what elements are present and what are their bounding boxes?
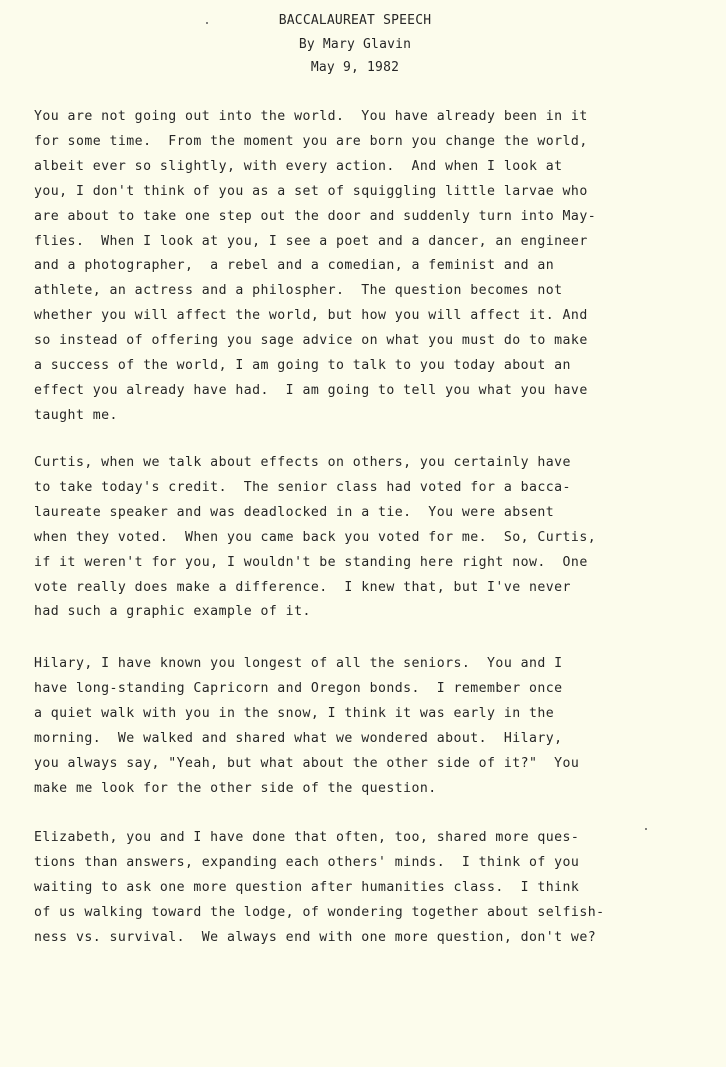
text-line: You are not going out into the world. You have already been in it <box>34 109 588 124</box>
text-line: had such a graphic example of it. <box>34 604 311 620</box>
text-line: you, I don't think of you as a set of squiggling little larvae who <box>34 183 588 199</box>
text-line: albeit ever so slightly, with every action. And when I look at <box>34 158 563 174</box>
text-line: a quiet walk with you in the snow, I think it was early in the <box>34 705 555 721</box>
text-line: have long-standing Capricorn and Oregon bonds. I remember once <box>34 680 563 696</box>
text-line: a success of the world, I am going to talk to you today about an <box>34 358 571 374</box>
text-line: morning. We walked and shared what we wondered about. Hilary, <box>34 730 563 746</box>
text-line: athlete, an actress and a philospher. The question becomes not <box>34 283 563 299</box>
text-line: tions than answers, expanding each others' minds. I think of you <box>34 854 580 870</box>
text-line: so instead of offering you sage advice on what you must do to make <box>34 333 588 349</box>
text-line: vote really does make a difference. I knew that, but I've never <box>34 579 571 595</box>
text-line: ness vs. survival. We always end with one more question, don't we? <box>34 929 597 945</box>
speech-byline: By Mary Glavin <box>298 36 412 52</box>
text-line: when they voted. When you came back you voted for me. So, Curtis, <box>34 529 597 545</box>
paragraph-curtis <box>34 451 720 625</box>
paragraph-hilary <box>34 652 720 801</box>
text-line: flies. When I look at you, I see a poet and a dancer, an engineer <box>34 233 588 249</box>
speech-title: BACCALAUREAT SPEECH <box>278 13 432 28</box>
text-line: for some time. From the moment you are born you change the world, <box>34 133 588 149</box>
text-line: of us walking toward the lodge, of wondering together about selfish- <box>34 904 605 920</box>
text-line: effect you already have had. I am going to tell you what you have <box>34 382 588 398</box>
text-line: to take today's credit. The senior class had voted for a bacca- <box>34 479 571 495</box>
text-line: are about to take one step out the door and suddenly turn into May- <box>34 208 597 224</box>
text-line: you always say, "Yeah, but what about the other side of it?" You <box>34 755 580 771</box>
text-line: Hilary, I have known you longest of all the seniors. You and I <box>34 656 563 671</box>
text-line: Elizabeth, you and I have done that often, too, shared more ques- <box>34 830 580 845</box>
text-line: make me look for the other side of the question. <box>34 780 437 796</box>
text-line: if it weren't for you, I wouldn't be standing here right now. One <box>34 554 588 570</box>
speech-date: May 9, 1982 <box>310 60 400 75</box>
document-header <box>0 9 726 80</box>
paragraph-intro <box>34 105 720 429</box>
text-line: taught me. <box>34 407 118 423</box>
text-line: and a photographer, a rebel and a comedian, a feminist and an <box>34 258 555 274</box>
text-line: whether you will affect the world, but how you will affect it. And <box>34 308 588 324</box>
text-line: Curtis, when we talk about effects on others, you certainly have <box>34 455 571 470</box>
text-line: waiting to ask one more question after humanities class. I think <box>34 879 580 895</box>
text-line: laureate speaker and was deadlocked in a tie. You were absent <box>34 504 555 520</box>
paragraph-elizabeth <box>34 826 720 951</box>
